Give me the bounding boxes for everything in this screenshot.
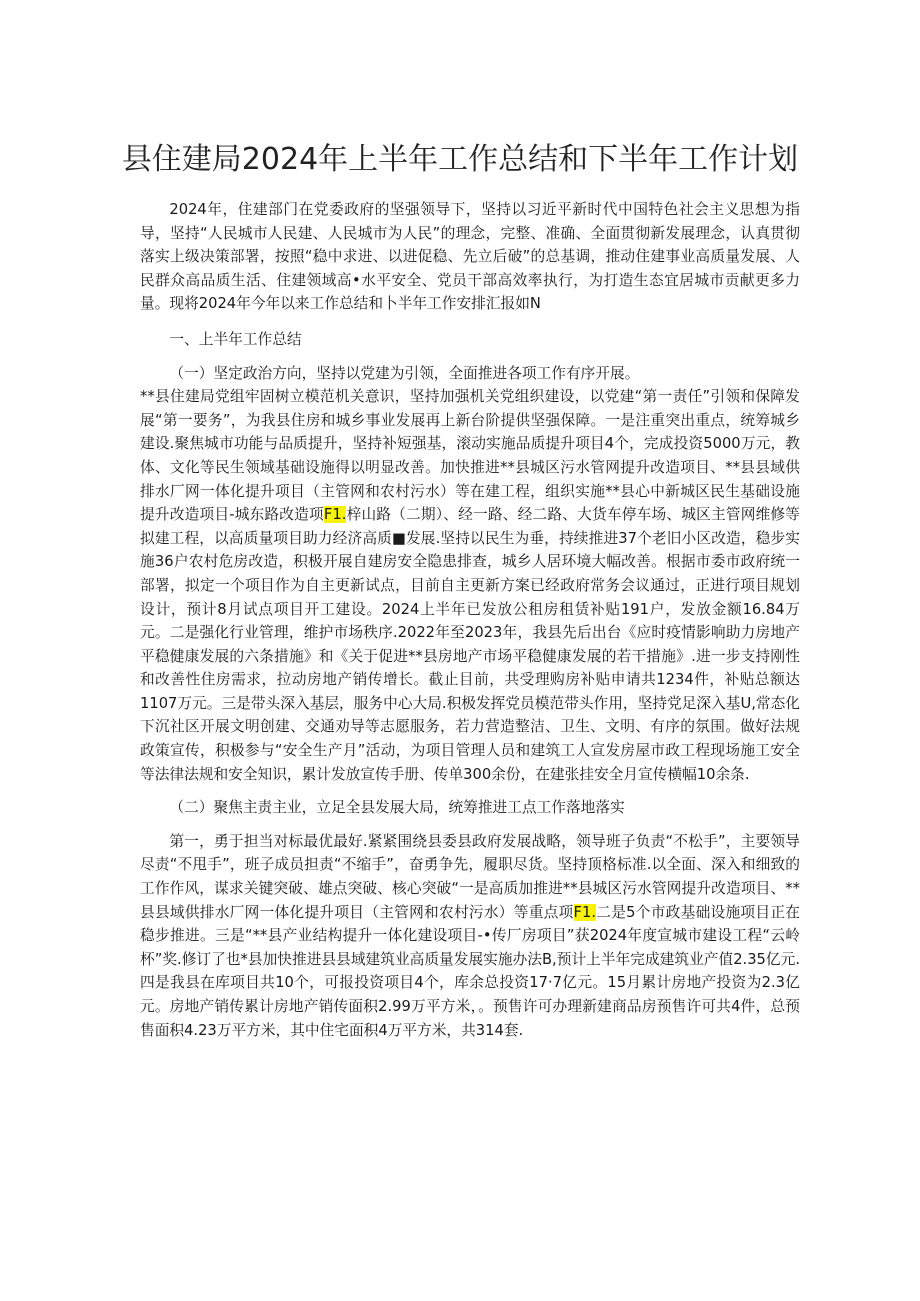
subsection-heading-2: （二）聚焦主责主业，立足全县发展大局，统筹推进工点工作落地落实 xyxy=(169,799,625,817)
paragraph-2-part-a: 第一，勇于担当对标最优最好.紧紧围绕县委县政府发展战略，领导班子负责“不松手”，主要领导尽责“不甩手”，班子成员担责“不缩手”，奋勇争先，履职尽货。坚持顶格标准.以全面、深入和细致的工作作风，谋求关键突破、雄点突破、核心突破“一是高质加推进**县城区污水管网提升改造项目、**县县域供排水厂网一体化提升项目（主管网和农村污水）等重点项 xyxy=(140,832,800,921)
paragraph-1 xyxy=(140,385,800,786)
paragraph-2-part-b: 二是5个市政基础设施项目正在稳步推进。三是“**县产业结构提升一体化建设项目-•传厂房项目”获2024年度宣城市建设工程“云岭杯”奖.修订了也*县加快推进县县域建筑业高质量发展实施办法B,预计上半年完成建筑业产值2.35亿元.四是我县在库项目共10个，可报投资项目4个，库余总投资17·7亿元。15月累计房地产投资为2.3亿元。房地产销传累计房地产销传面积2.99万平方米，。预售许可办理新建商品房预售许可共4件，总预售面积4.23万平方米，其中住宅面积4万平方米，共314套. xyxy=(140,903,800,1039)
highlight-mark: F1. xyxy=(573,903,597,921)
subsection-heading-1: （一）坚定政治方向，坚持以党建为引领，全面推进各项工作有序开展。 xyxy=(169,364,640,382)
paragraph-1-part-b: 梓山路（二期）、经一路、经二路、大货车停车场、城区主管网维修等拟建工程，以高质量项目助力经济高质■发展.坚持以民生为垂，持续推进37个老旧小区改造，稳步实施36户农村危房改造，积极开展自建房安全隐患排查，城乡人居环境大幅改善。根据市委市政府统一部署，拟定一个项目作为自主更新试点，目前自主更新方案已经政府常务会议通过，正进行项目规划设计，预计8月试点项目开工建设。2024上半年已发放公租房租赁补贴191户，发放金额16.84万元。二是强化行业管理，维护市场秩序.2022年至2023年，我县先后出台《应时疫情影响助力房地产平稳健康发展的六条措施》和《关于促进**县房地产市场平稳健康发展的若干措施》.进一步支持刚性和改善性住房需求，拉动房地产销传增长。截止目前，共受理购房补贴申请共1234件，补贴总额达1107万元。三是带头深入基层，服务中心大局.积极发挥党员模范带头作用，坚持党足深入基U,常态化下沉社区开展文明创建、交通劝导等志愿服务，若力营造整洁、卫生、文明、有序的氛围。做好法规政策宣传，积极参与“安全生产月”活动，为项目管理人员和建筑工人宣发房屋市政工程现场施工安全等法律法规和安全知识，累计发放宣传手册、传单300余份，在建张挂安全月宣传横幅10余条. xyxy=(140,506,800,783)
section-heading-1: 一、上半年工作总结 xyxy=(169,330,302,348)
highlight-mark: F1. xyxy=(323,506,347,524)
intro-paragraph: 2024年，住建部门在党委政府的坚强领导下，坚持以习近平新时代中国特色社会主义思想为指导，坚持“人民城市人民建、人民城市为人民”的理念，完整、准确、全面贯彻新发展理念，认真贯彻落实上级决策部署，按照“稳中求进、以进促稳、先立后破”的总基调，推动住建事业高质量发展、人民群众高品质生活、住建领域高•水平安全、党员干部高效率执行，为打造生态宜居城市贡献更多力量。现将2024年今年以来工作总结和卜半年工作安排汇报如N xyxy=(140,201,800,313)
paragraph-2 xyxy=(140,830,800,1042)
document-title: 县住建局2024年上半年工作总结和下半年工作计划 xyxy=(121,142,799,177)
document-body xyxy=(140,198,800,1042)
paragraph-1-part-a: **县住建局党组牢固树立模范机关意识，坚持加强机关党组织建设，以党建“第一责任”引领和保障发展“第一要务”，为我县住房和城乡事业发展再上新台阶提供坚强保障。一是注重突出重点，统筹城乡建设.聚焦城市功能与品质提升，坚持补短强基，滚动实施品质提升项目4个，完成投资5000万元，教体、文化等民生领域基础设施得以明显改善。加快推进**县城区污水管网提升改造项目、**县县域供排水厂网一体化提升项目（主管网和农村污水）等在建工程，组织实施**县心中新城区民生基础设施提升改造项目-城东路改造项 xyxy=(140,388,800,524)
